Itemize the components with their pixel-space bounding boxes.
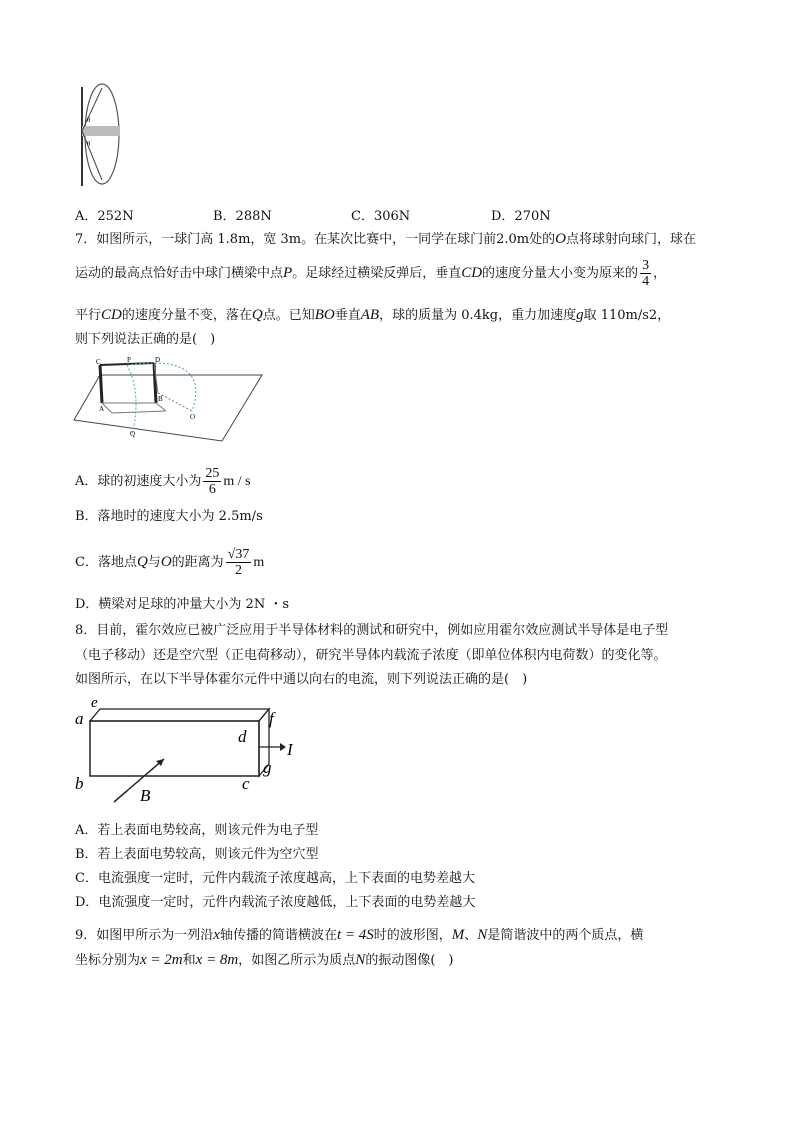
q6-option-d[interactable]: D．270N xyxy=(491,209,551,224)
label-o: O xyxy=(190,413,196,421)
label-a: A xyxy=(99,405,105,413)
q7-line-1: 7．如图所示，一球门高 1.8m，宽 3m。在某次比赛中，一同学在球门前2.0m处的O点将球射向球门，球在 xyxy=(75,231,696,247)
label-p: P xyxy=(127,356,131,364)
q8-option-b[interactable]: B．若上表面电势较高，则该元件为空穴型 xyxy=(75,847,319,862)
q7-option-d[interactable]: D．横梁对足球的冲量大小为 2N ・s xyxy=(75,597,290,612)
hall-label-d: d xyxy=(238,727,247,746)
q6-figure xyxy=(75,82,145,192)
q7-fraction: $\frac{3}{4}$ xyxy=(642,258,650,289)
hall-label-g: g xyxy=(263,758,272,777)
q6-option-a[interactable]: A．252N xyxy=(75,209,134,224)
q6-option-c[interactable]: C．306N xyxy=(351,209,411,224)
hall-label-B: B xyxy=(140,786,151,805)
q9-line-2: 坐标分别为x = 2m和x = 8m，如图乙所示为质点N的振动图像( ) xyxy=(75,952,454,968)
label-b: B xyxy=(158,395,163,403)
q8-line-1: 8．目前，霍尔效应已被广泛应用于半导体材料的测试和研究中，例如应用霍尔效应测试半导体是电子型 xyxy=(75,623,669,638)
q6-option-b[interactable]: B．288N xyxy=(213,209,272,224)
q8-hall-figure xyxy=(72,697,307,809)
hall-label-e: e xyxy=(91,697,98,711)
label-c: C xyxy=(96,358,101,366)
q9-line-1: 9．如图甲所示为一列沿x轴传播的简谐横波在t = 4S时的波形图，M、N是简谐波中的两个质点，横 xyxy=(75,927,644,943)
svg-text:θ: θ xyxy=(87,116,91,124)
q8-line-2: （电子移动）还是空穴型（正电荷移动），研究半导体内载流子浓度（即单位体积内电荷数）的变化等。 xyxy=(75,648,667,663)
q7-option-c[interactable]: C．落地点Q与O的距离为 $\frac{√37}{2}$ m xyxy=(75,547,265,578)
q7-goal-figure xyxy=(72,353,267,445)
q7-option-a[interactable]: A．球的初速度大小为 $\frac{25}{6}$ m / s xyxy=(75,466,251,497)
q7-line-2: 运动的最高点恰好击中球门横梁中点P。足球经过横梁反弹后，垂直CD的速度分量大小变为原来的 $\frac{3}{4}$ ， xyxy=(75,258,667,289)
q8-option-a[interactable]: A．若上表面电势较高，则该元件为电子型 xyxy=(75,823,319,838)
q8-line-3: 如图所示，在以下半导体霍尔元件中通以向右的电流，则下列说法正确的是( ) xyxy=(75,672,528,687)
q7-line-3: 平行CD的速度分量不变，落在Q点。已知BO垂直AB，球的质量为 0.4kg，重力加速度g取 110m/s2， xyxy=(75,307,671,323)
q6-options xyxy=(75,205,725,225)
label-q: Q xyxy=(130,430,136,438)
q8-option-d[interactable]: D．电流强度一定时，元件内载流子浓度越低，上下表面的电势差越大 xyxy=(75,895,476,910)
q8-option-c[interactable]: C．电流强度一定时，元件内载流子浓度越高，上下表面的电势差越大 xyxy=(75,871,475,886)
hall-label-f: f xyxy=(269,709,274,728)
hall-label-a: a xyxy=(75,709,84,728)
q7-line-4: 则下列说法正确的是( ) xyxy=(75,332,216,347)
svg-text:θ: θ xyxy=(87,140,91,148)
label-d: D xyxy=(155,356,161,364)
hall-label-c: c xyxy=(242,774,250,793)
hall-label-i: I xyxy=(287,740,293,759)
hall-label-b: b xyxy=(75,774,84,793)
q7-option-b[interactable]: B．落地时的速度大小为 2.5m/s xyxy=(75,509,263,524)
